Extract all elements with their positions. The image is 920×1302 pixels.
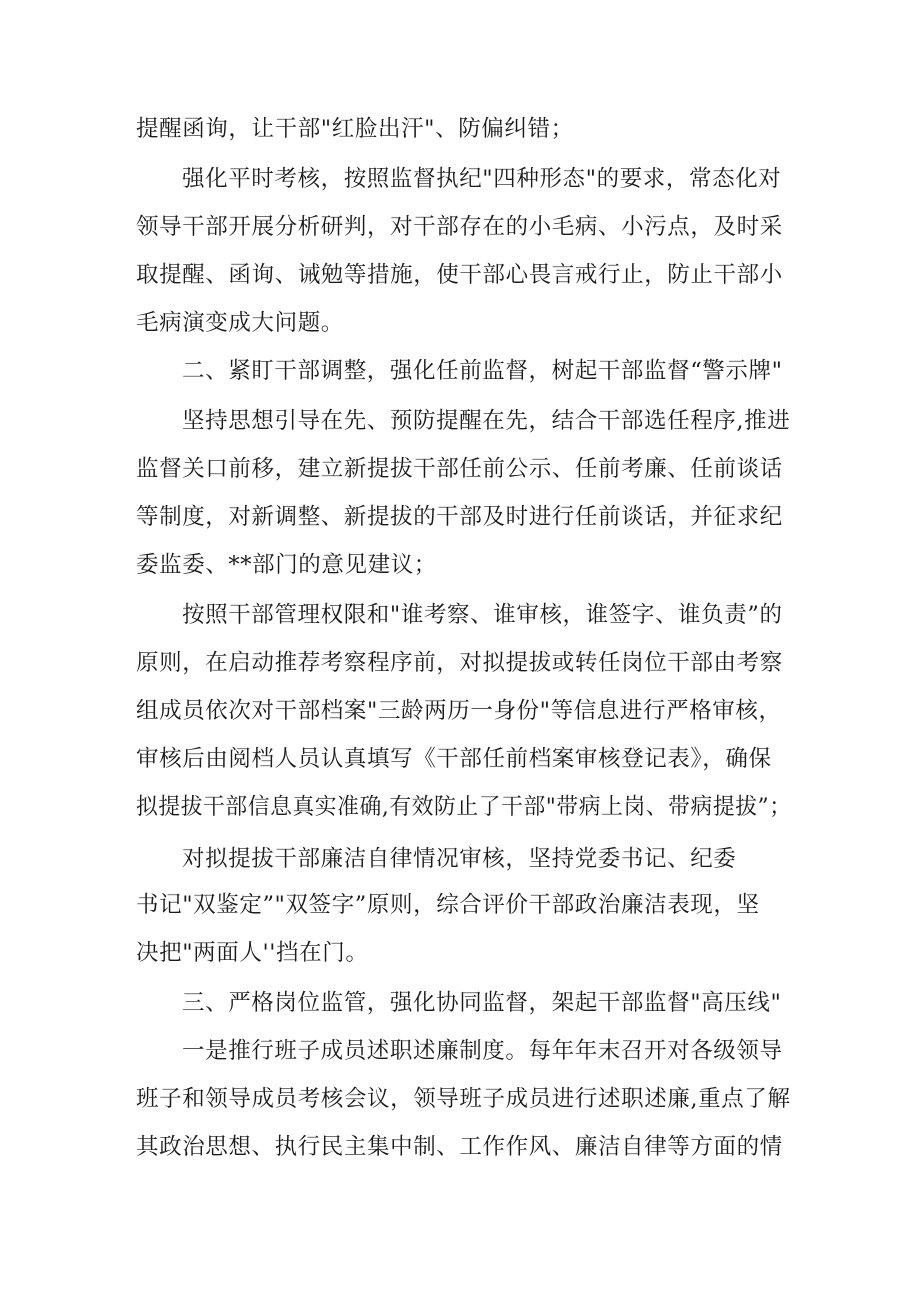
line-text: 委监委、**部门的意见建议；	[136, 552, 437, 578]
line-text: 原则，在启动推荐考察程序前，对拟提拔或转任岗位干部由考察	[136, 650, 783, 676]
text-line	[0, 255, 920, 295]
line-text: 对拟提拔干部廉洁自律情况审核，坚持党委书记、纪委	[182, 846, 737, 872]
heading-text: 三、严格岗位监管，强化协同监督，架起干部监督"高压线"	[182, 990, 782, 1016]
line-text: 提醒函询，让干部"红脸出汗"、防偏纠错；	[136, 116, 574, 142]
text-line	[0, 545, 920, 585]
text-line	[0, 787, 920, 827]
line-text: 等制度，对新调整、新提拔的干部及时进行任前谈话，并征求纪	[136, 504, 783, 530]
line-text: 班子和领导成员考核会议，领导班子成员进行述职述廉,重点了解	[136, 1086, 791, 1112]
section-heading-2	[0, 351, 920, 391]
line-text: 按照干部管理权限和"谁考察、谁审核，谁签字、谁负责”的	[182, 602, 783, 628]
line-text: 取提醒、函询、诫勉等措施，使干部心畏言戒行止，防止干部小	[136, 262, 783, 288]
line-text: 决把"两面人''挡在门。	[136, 940, 369, 966]
line-text: 毛病演变成大问题。	[136, 310, 344, 336]
line-text: 其政治思想、执行民主集中制、工作作风、廉洁自律等方面的情	[136, 1134, 783, 1160]
text-line	[0, 933, 920, 973]
line-text: 一是推行班子成员述职述廉制度。每年年末召开对各级领导	[182, 1038, 783, 1064]
section-heading-3	[0, 983, 920, 1023]
line-text: 坚持思想引导在先、预防提醒在先，结合干部选任程序,推进	[182, 408, 791, 434]
paragraph-pre-appointment	[0, 401, 920, 441]
text-line	[0, 449, 920, 489]
line-text: 审核后由阅档人员认真填写《干部任前档案审核登记表》，确保	[136, 746, 772, 772]
paragraph-file-review	[0, 595, 920, 635]
text-line	[0, 497, 920, 537]
line-text: 书记"双鉴定”"双签字”原则，综合评价干部政治廉洁表现，坚	[136, 892, 760, 918]
text-line	[0, 643, 920, 683]
text-line	[0, 691, 920, 731]
line-text: 监督关口前移，建立新提拔干部任前公示、任前考廉、任前谈话	[136, 456, 783, 482]
paragraph-regular-assessment	[0, 159, 920, 199]
paragraph-debriefing	[0, 1031, 920, 1071]
line-text: 领导干部开展分析研判，对干部存在的小毛病、小污点，及时采	[136, 214, 783, 240]
line-text: 组成员依次对干部档案"三龄两历一身份"等信息进行严格审核，	[136, 698, 782, 724]
line-text: 强化平时考核，按照监督执纪"四种形态"的要求，常态化对	[182, 166, 782, 192]
line-text: 拟提拔干部信息真实准确,有效防止了干部"带病上岗、带病提拔”；	[136, 794, 792, 820]
text-line	[0, 109, 920, 149]
text-line	[0, 1127, 920, 1167]
text-line	[0, 739, 920, 779]
paragraph-integrity-review	[0, 839, 920, 879]
text-line	[0, 207, 920, 247]
text-line	[0, 1079, 920, 1119]
text-line	[0, 303, 920, 343]
heading-text: 二、紧盯干部调整，强化任前监督，树起干部监督“警示牌"	[182, 358, 783, 384]
text-line	[0, 885, 920, 925]
